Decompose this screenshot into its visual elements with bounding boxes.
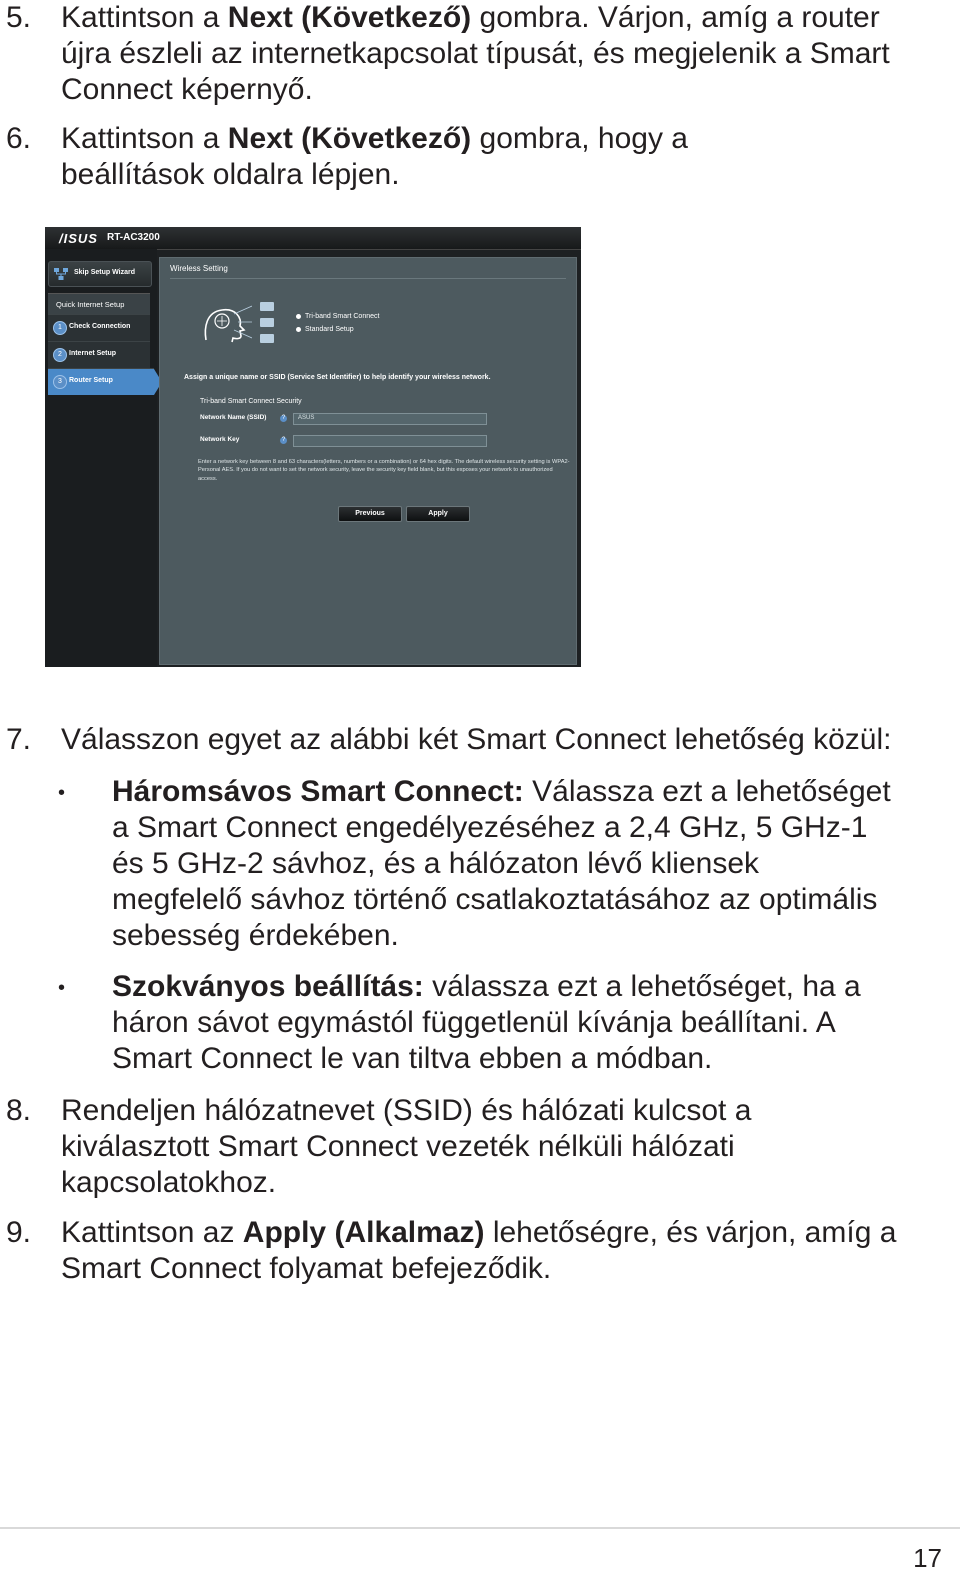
bullet-standard <box>112 969 892 1077</box>
band-icon <box>260 318 274 327</box>
step-text-post: lehetőségre, és várjon, amíg a Smart Connect folyamat befejeződik. <box>61 1216 897 1285</box>
step-number: 7. <box>6 723 32 756</box>
previous-button[interactable]: Previous <box>338 506 402 522</box>
divider <box>170 278 566 279</box>
skip-setup-wizard-button[interactable] <box>48 261 152 287</box>
network-key-note: Enter a network key between 8 and 63 characters(letters, numbers or a combination) or 64 hex digits. The default wireless security setting is WPA2-Personal AES. If you do not want to set the network security, leave the security key field blank, but this exposes your network to unauthorized access. <box>198 459 570 482</box>
panel-title: Wireless Setting <box>170 264 228 273</box>
bullet-text: Válassza ezt a lehetőséget a Smart Connect engedélyezéséhez a 2,4 GHz, 5 GHz-1 és 5 GHz-2 sávhoz, és a hálózaton lévő kliensek megfelelő sávhoz történő csatlakoztatásához az optimális sebesség érdekében. <box>112 775 891 952</box>
step-text-pre: Kattintson az <box>61 1216 243 1249</box>
step-number: 5. <box>6 1 32 34</box>
ssid-prompt: Assign a unique name or SSID (Service Set Identifier) to help identify your wireless network. <box>184 374 491 381</box>
ssid-label: Network Name (SSID) <box>200 414 267 421</box>
help-icon[interactable]: ? <box>281 437 286 443</box>
bullet-title: Szokványos beállítás: <box>112 970 424 1003</box>
step-text-pre: Kattintson a <box>61 122 228 155</box>
quick-internet-setup-header <box>48 293 150 314</box>
step-text <box>61 1215 920 1287</box>
step-number-icon: 2 <box>53 348 67 362</box>
network-key-input[interactable] <box>293 435 487 447</box>
ssid-input[interactable] <box>293 413 487 425</box>
radio-tri-band-smart-connect[interactable] <box>296 313 379 320</box>
top-bar <box>45 227 581 250</box>
step-text-post: gombra, hogy a beállítások oldalra lépjen. <box>61 122 688 191</box>
network-icon <box>54 268 68 280</box>
step-text: Válasszon egyet az alábbi két Smart Connect lehetőség közül: <box>61 723 892 756</box>
step-text <box>61 0 920 108</box>
bullet-icon: • <box>58 977 66 999</box>
bullet-tri-band <box>112 774 892 954</box>
radio-dot-icon <box>296 314 301 319</box>
bullet-title: Háromsávos Smart Connect: <box>112 775 524 808</box>
sidebar-item-check-connection[interactable] <box>48 314 150 341</box>
radio-standard-setup[interactable] <box>296 326 354 333</box>
sidebar-item-router-setup[interactable] <box>48 368 154 395</box>
skip-setup-wizard-label: Skip Setup Wizard <box>74 269 136 276</box>
page-number: 17 <box>913 1543 942 1573</box>
network-key-label: Network Key <box>200 436 240 443</box>
bullet-icon: • <box>58 782 66 804</box>
help-icon[interactable]: ? <box>281 415 286 421</box>
radio-dot-icon <box>296 327 301 332</box>
wireless-setting-panel <box>159 257 577 665</box>
radio-label: Standard Setup <box>305 326 354 333</box>
step-text-bold: Apply (Alkalmaz) <box>242 1216 485 1249</box>
asus-logo: /ISUS <box>59 231 98 246</box>
quick-internet-setup-label: Quick Internet Setup <box>56 300 125 309</box>
band-icon <box>260 302 274 311</box>
footer-divider <box>0 1527 960 1529</box>
step-text-post: gombra. Várjon, amíg a router újra észleli az internetkapcsolat típusát, és megjelenik a Smart Connect képernyő. <box>61 1 890 106</box>
step-text: Rendeljen hálózatnevet (SSID) és hálózati kulcsot a kiválasztott Smart Connect vezeték nélküli hálózati kapcsolatokhoz. <box>61 1094 752 1199</box>
step-number: 9. <box>6 1216 32 1249</box>
sidebar-item-label: Check Connection <box>69 323 131 330</box>
smart-connect-head-icon <box>200 304 252 344</box>
step-number: 6. <box>6 122 32 155</box>
step-text-pre: Kattintson a <box>61 1 228 34</box>
sidebar-item-label: Router Setup <box>69 377 113 384</box>
section-title: Tri-band Smart Connect Security <box>200 398 302 405</box>
step-number-icon: 3 <box>53 375 67 389</box>
sidebar-item-label: Internet Setup <box>69 350 117 357</box>
apply-button[interactable]: Apply <box>406 506 470 522</box>
step-text-bold: Next (Következő) <box>227 1 472 34</box>
router-setup-screenshot <box>45 227 581 667</box>
band-icon <box>260 334 274 343</box>
step-number-icon: 1 <box>53 321 67 335</box>
step-text-bold: Next (Következő) <box>227 122 472 155</box>
step-text <box>61 121 830 193</box>
sidebar-item-internet-setup[interactable] <box>48 341 150 368</box>
bullet-text: válassza ezt a lehetőséget, ha a háron sávot egymástól függetlenül kívánja beállítani. A Smart Connect le van tiltva ebben a módban. <box>112 970 861 1075</box>
model-name: RT-AC3200 <box>107 232 160 243</box>
radio-label: Tri-band Smart Connect <box>305 313 380 320</box>
step-number: 8. <box>6 1094 32 1127</box>
ssid-value: ASUS <box>298 415 315 421</box>
